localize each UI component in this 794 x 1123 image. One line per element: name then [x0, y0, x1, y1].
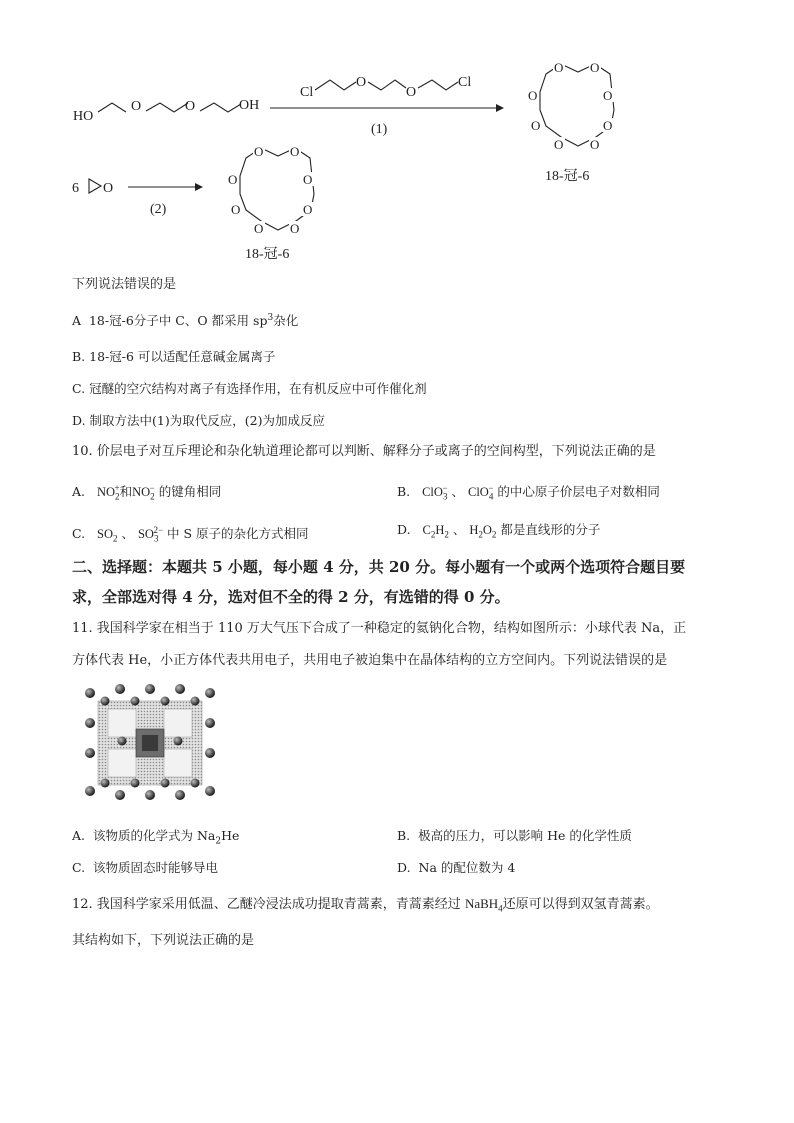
- crown-ether-ring-1: [540, 64, 614, 146]
- reaction-arrow-2: [128, 183, 203, 191]
- svg-text:O: O: [228, 172, 238, 187]
- q11-stem-line1: 11. 我国科学家在相当于 110 万大气压下合成了一种稳定的氦钠化合物，结构如图所示：小球代表 Na，正: [72, 621, 687, 636]
- crystal-structure-image: [80, 683, 220, 803]
- q11-option-c: C. 该物质固态时能够导电: [72, 860, 219, 875]
- epoxide-structure: [89, 179, 101, 193]
- svg-text:O: O: [603, 88, 613, 103]
- q12-stem-line1: 12. 我国科学家采用低温、乙醚冷浸法成功提取青蒿素，青蒿素经过 NaBH$_4$还原可以得到双氢青蒿素。: [72, 896, 659, 914]
- diol-o2: O: [185, 99, 196, 114]
- product-name-1: 18-冠-6: [545, 169, 590, 184]
- q10-stem: 10. 价层电子对互斥理论和杂化轨道理论都可以判断、解释分子或离子的空间构型，下列说法正确的是: [72, 444, 656, 459]
- svg-text:O: O: [290, 144, 300, 159]
- reaction-arrow-1: [270, 104, 504, 112]
- q10-option-a: A. $NO_2^+$和$NO_2^-$ 的键角相同: [72, 483, 222, 502]
- q9-option-a: A 18-冠-6分子中 C、O 都采用 $sp^3$杂化: [72, 313, 299, 329]
- svg-text:O: O: [528, 88, 538, 103]
- svg-text:O: O: [603, 118, 613, 133]
- svg-text:O: O: [554, 60, 564, 75]
- q11-option-a: A. 该物质的化学式为 $Na_2He$: [72, 828, 240, 847]
- q10-option-c: C. $SO_2$ 、 $SO_3^{2-}$ 中 S 原子的杂化方式相同: [72, 525, 309, 544]
- svg-text:O: O: [254, 221, 264, 236]
- q10-option-d: D. $C_2H_2$ 、 $H_2O_2$ 都是直线形的分子: [397, 522, 601, 540]
- dichloride-o2: O: [406, 85, 417, 100]
- q12-stem-line2: 其结构如下，下列说法正确的是: [72, 933, 255, 948]
- dichloride-cl-right: Cl: [458, 75, 472, 90]
- q10-option-b: B. ClO$_3$− 、 ClO$_4$− 的中心原子价层电子对数相同: [397, 483, 660, 502]
- section2-heading-line2: 求，全部选对得 4 分，选对但不全的得 2 分，有选错的得 0 分。: [72, 588, 510, 606]
- diol-ho: HO: [73, 109, 94, 124]
- step2-label: (2): [150, 202, 167, 217]
- svg-text:O: O: [231, 202, 241, 217]
- svg-text:O: O: [590, 60, 600, 75]
- q11-stem-line2: 方体代表 He，小正方体代表共用电子，共用电子被迫集中在晶体结构的立方空间内。下列说法错误的是: [72, 653, 668, 668]
- dichloride-cl-left: Cl: [300, 85, 314, 100]
- q9-option-b: B. 18-冠-6 可以适配任意碱金属离子: [72, 349, 276, 364]
- svg-text:O: O: [303, 202, 313, 217]
- svg-text:O: O: [254, 144, 264, 159]
- svg-text:O: O: [303, 172, 313, 187]
- q9-stem: 下列说法错误的是: [72, 277, 177, 292]
- product-name-2: 18-冠-6: [245, 247, 290, 262]
- step1-label: (1): [371, 122, 388, 137]
- q9-option-d: D. 制取方法中(1)为取代反应，(2)为加成反应: [72, 413, 325, 428]
- svg-text:O: O: [290, 221, 300, 236]
- dichloride-o1: O: [356, 75, 367, 90]
- svg-text:O: O: [554, 137, 564, 152]
- reaction-scheme: [0, 0, 794, 265]
- epoxide-o: O: [103, 181, 114, 196]
- diol-structure: [98, 103, 241, 112]
- q11-option-d: D. Na 的配位数为 4: [397, 860, 516, 875]
- q9-option-c: C. 冠醚的空穴结构对离子有选择作用，在有机反应中可作催化剂: [72, 381, 427, 396]
- diol-o1: O: [131, 99, 142, 114]
- svg-text:O: O: [590, 137, 600, 152]
- section2-heading-line1: 二、选择题：本题共 5 小题，每小题 4 分，共 20 分。每小题有一个或两个选项符合题目要: [72, 558, 686, 576]
- q11-option-b: B. 极高的压力，可以影响 He 的化学性质: [397, 828, 632, 843]
- dichloride-structure: [315, 80, 458, 90]
- diol-oh: OH: [239, 98, 260, 113]
- svg-text:O: O: [531, 118, 541, 133]
- epoxide-coeff: 6: [72, 181, 79, 196]
- crown-ether-ring-2: [240, 148, 314, 230]
